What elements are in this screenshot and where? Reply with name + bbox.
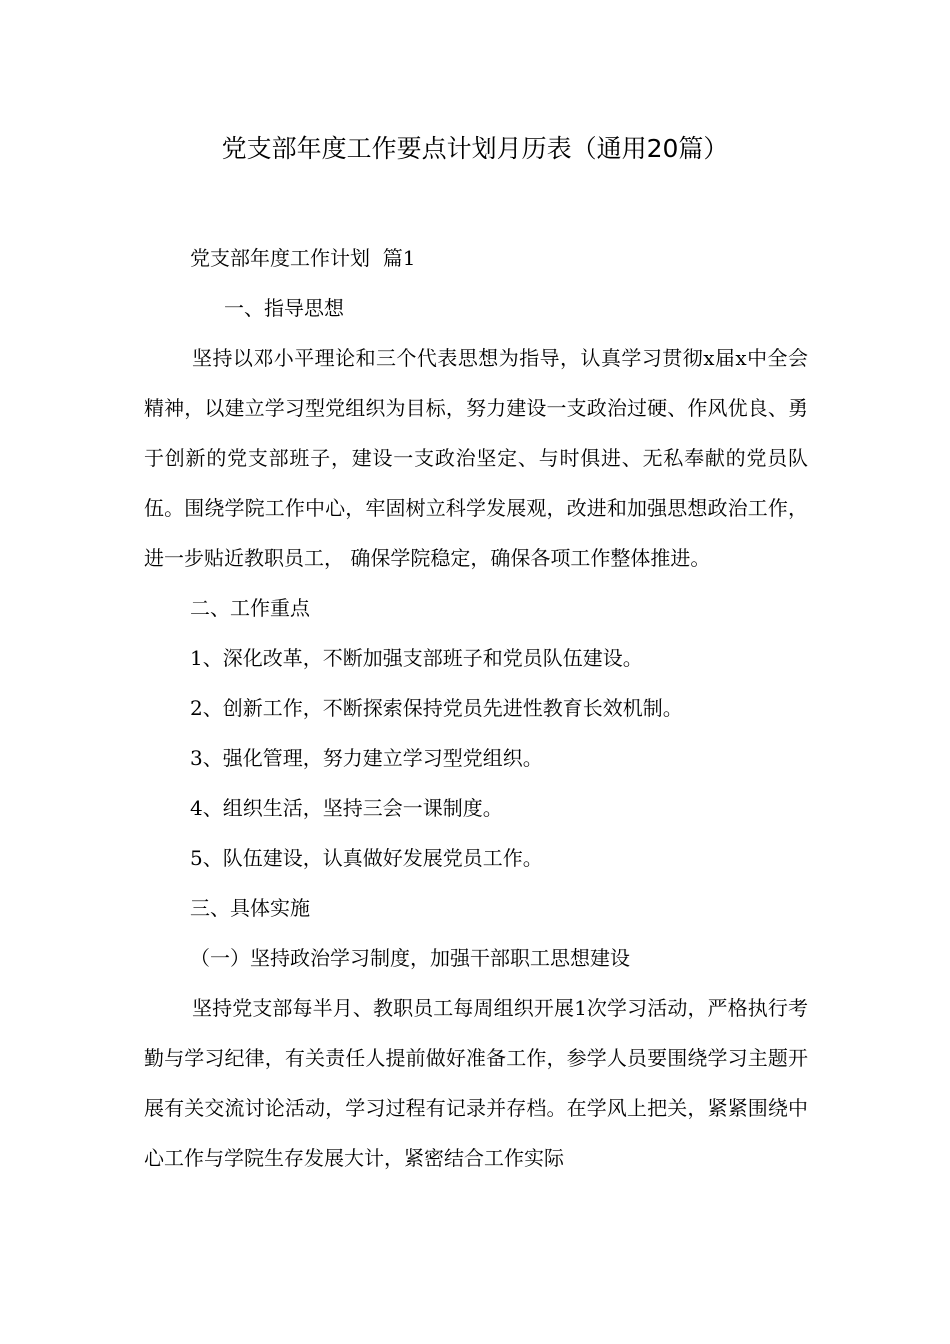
section-3-paragraph: 坚持党支部每半月、教职员工每周组织开展1次学习活动，严格执行考勤与学习纪律，有关责任人提前做好准备工作，参学人员要围绕学习主题开展有关交流讨论活动，学习过程有记录并存档。在学风上把关，紧紧围绕中心工作与学院生存发展大计，紧密结合工作实际 [144, 996, 808, 1170]
list-item: 5、队伍建设，认真做好发展党员工作。 [190, 846, 543, 870]
section-3-title: 三、具体实施 [190, 896, 310, 920]
list-item: 2、创新工作，不断探索保持党员先进性教育长效机制。 [190, 696, 683, 720]
section-2-title: 二、工作重点 [190, 596, 310, 620]
document-title: 党支部年度工作要点计划月历表（通用20篇） [221, 134, 729, 163]
section-1-title: 一、指导思想 [224, 296, 344, 320]
list-item: 1、深化改革，不断加强支部班子和党员队伍建设。 [190, 646, 643, 670]
list-item: 3、强化管理，努力建立学习型党组织。 [190, 746, 543, 770]
section-1-paragraph: 坚持以邓小平理论和三个代表思想为指导，认真学习贯彻x届x中全会精神，以建立学习型党组织为目标，努力建设一支政治过硬、作风优良、勇于创新的党支部班子，建设一支政治坚定、与时俱进、无私奉献的党员队伍。围绕学院工作中心，牢固树立科学发展观，改进和加强思想政治工作，进一步贴近教职员工， 确保学院稳定，确保各项工作整体推进。 [144, 346, 808, 570]
plan-heading: 党支部年度工作计划 篇1 [190, 246, 416, 270]
list-item: 4、组织生活，坚持三会一课制度。 [190, 796, 503, 820]
section-3-subheading: （一）坚持政治学习制度，加强干部职工思想建设 [190, 946, 630, 970]
document-body [144, 233, 808, 1183]
